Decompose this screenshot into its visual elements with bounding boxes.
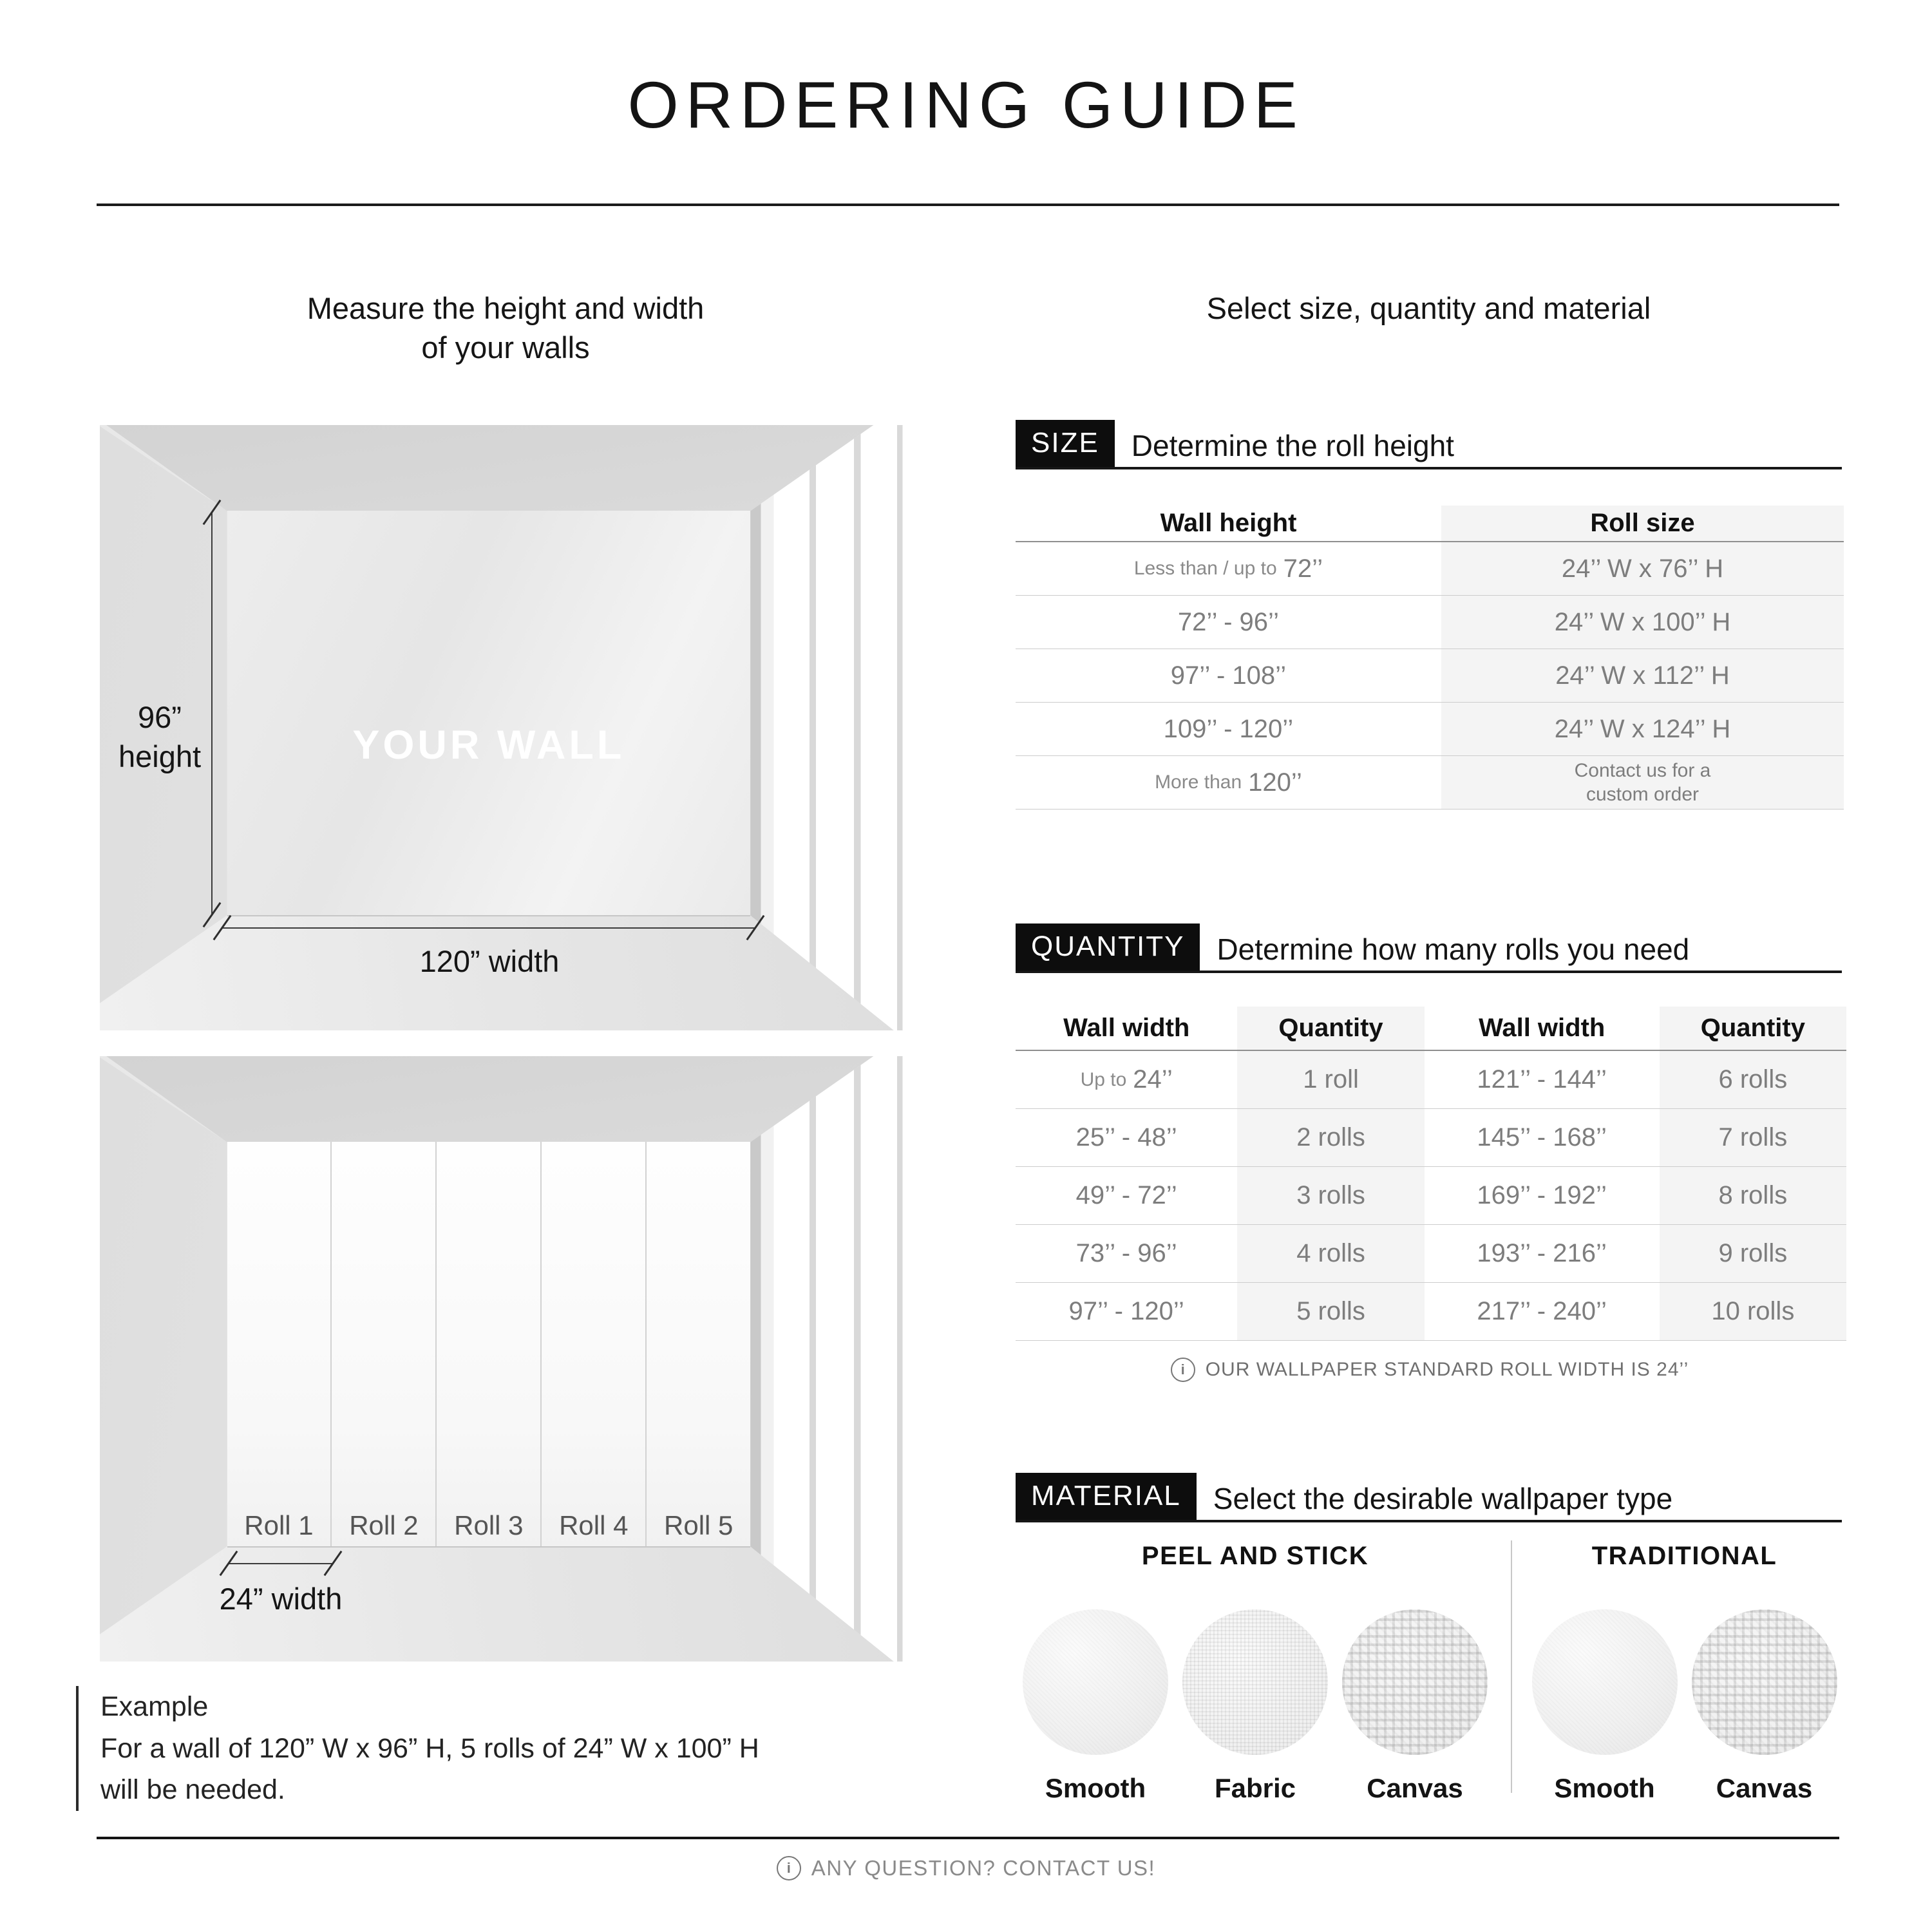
- material-subtitle: Select the desirable wallpaper type: [1213, 1482, 1673, 1515]
- material-groups-divider: [1511, 1540, 1512, 1793]
- size-table-row: Less than / up to 72’’ 24’’ W x 76’’ H: [1016, 542, 1844, 596]
- size-badge: SIZE: [1016, 420, 1115, 467]
- example-line1: For a wall of 120” W x 96” H, 5 rolls of 24” W x 100” H: [100, 1732, 759, 1764]
- col-roll-size: Roll size: [1441, 506, 1844, 541]
- header-divider: [97, 204, 1839, 206]
- footer-text: ANY QUESTION? CONTACT US!: [811, 1856, 1156, 1880]
- fabric-texture-swatch: [1182, 1609, 1328, 1755]
- quantity-table-row: 97’’ - 120’’ 5 rolls 217’’ - 240’’ 10 rolls: [1016, 1283, 1846, 1341]
- size-table-row: 97’’ - 108’’ 24’’ W x 112’’ H: [1016, 649, 1844, 703]
- room-illustration-measure: [100, 425, 910, 1030]
- footer-divider: [97, 1837, 1839, 1839]
- quantity-section-header: [1016, 923, 1842, 973]
- quantity-subtitle: Determine how many rolls you need: [1217, 933, 1690, 966]
- material-option-smooth: Smooth: [1023, 1609, 1168, 1804]
- right-column-heading: Select size, quantity and material: [1206, 291, 1651, 325]
- material-group-traditional: [1527, 1542, 1842, 1804]
- info-icon: i: [777, 1856, 801, 1880]
- material-badge: MATERIAL: [1016, 1473, 1197, 1520]
- roll-width-dimension-label: 24” width: [219, 1582, 343, 1616]
- page-title: ORDERING GUIDE: [627, 68, 1305, 142]
- smooth-texture-swatch: [1023, 1609, 1168, 1755]
- size-section-header: [1016, 420, 1842, 469]
- roll-width-note: [1016, 1358, 1844, 1382]
- quantity-badge: QUANTITY: [1016, 923, 1200, 971]
- quantity-table-row: 73’’ - 96’’ 4 rolls 193’’ - 216’’ 9 rolls: [1016, 1225, 1846, 1283]
- canvas-texture-swatch: [1342, 1609, 1488, 1755]
- quantity-table: [1016, 1007, 1846, 1341]
- material-group-peel-and-stick: [1016, 1542, 1495, 1804]
- info-icon: i: [1171, 1358, 1195, 1382]
- roll-panel: Roll 1: [227, 1142, 332, 1546]
- roll-panel: Roll 3: [437, 1142, 542, 1546]
- size-table-header: [1016, 506, 1844, 542]
- height-dimension-label: 96” height: [118, 700, 202, 774]
- material-option-smooth: Smooth: [1532, 1609, 1678, 1804]
- example-block: [76, 1686, 951, 1811]
- material-option-canvas: Canvas: [1342, 1609, 1488, 1804]
- quantity-table-row: 25’’ - 48’’ 2 rolls 145’’ - 168’’ 7 rolls: [1016, 1109, 1846, 1167]
- note-text: OUR WALLPAPER STANDARD ROLL WIDTH IS 24’’: [1205, 1359, 1689, 1380]
- size-table-row: 72’’ - 96’’ 24’’ W x 100’’ H: [1016, 596, 1844, 649]
- width-dimension-line: [222, 927, 755, 929]
- size-table: [1016, 506, 1844, 810]
- quantity-table-row: Up to 24’’ 1 roll 121’’ - 144’’ 6 rolls: [1016, 1051, 1846, 1109]
- example-line2: will be needed.: [100, 1774, 285, 1805]
- roll-panel: Roll 4: [542, 1142, 647, 1546]
- width-dimension-label: 120” width: [419, 944, 560, 978]
- roll-panel: Roll 5: [647, 1142, 750, 1546]
- room1-back-wall: [227, 511, 751, 916]
- traditional-title: TRADITIONAL: [1591, 1542, 1777, 1570]
- roll-width-dimension-line: [229, 1563, 333, 1564]
- material-section-header: [1016, 1473, 1842, 1522]
- size-table-row: 109’’ - 120’’ 24’’ W x 124’’ H: [1016, 703, 1844, 756]
- footer-contact: [0, 1856, 1932, 1880]
- left-heading-line2: of your walls: [421, 330, 590, 365]
- col-wall-height: Wall height: [1160, 509, 1297, 537]
- your-wall-caption: YOUR WALL: [352, 722, 625, 768]
- wallpaper-rolls: [227, 1142, 751, 1548]
- material-option-canvas: Canvas: [1692, 1609, 1837, 1804]
- quantity-table-header: Wall width Quantity Wall width Quantity: [1016, 1007, 1846, 1051]
- material-option-fabric: Fabric: [1182, 1609, 1328, 1804]
- canvas-texture-swatch: [1692, 1609, 1837, 1755]
- peel-and-stick-title: PEEL AND STICK: [1141, 1542, 1369, 1570]
- quantity-table-row: 49’’ - 72’’ 3 rolls 169’’ - 192’’ 8 rolls: [1016, 1167, 1846, 1225]
- smooth-texture-swatch: [1532, 1609, 1678, 1755]
- size-table-row: More than 120’’ Contact us for a custom order: [1016, 756, 1844, 810]
- roll-panel: Roll 2: [332, 1142, 437, 1546]
- left-heading-line1: Measure the height and width: [307, 291, 705, 325]
- example-title: Example: [100, 1691, 209, 1722]
- left-column-heading: [100, 289, 911, 367]
- room-illustration-rolls: [100, 1056, 910, 1662]
- size-subtitle: Determine the roll height: [1131, 429, 1454, 462]
